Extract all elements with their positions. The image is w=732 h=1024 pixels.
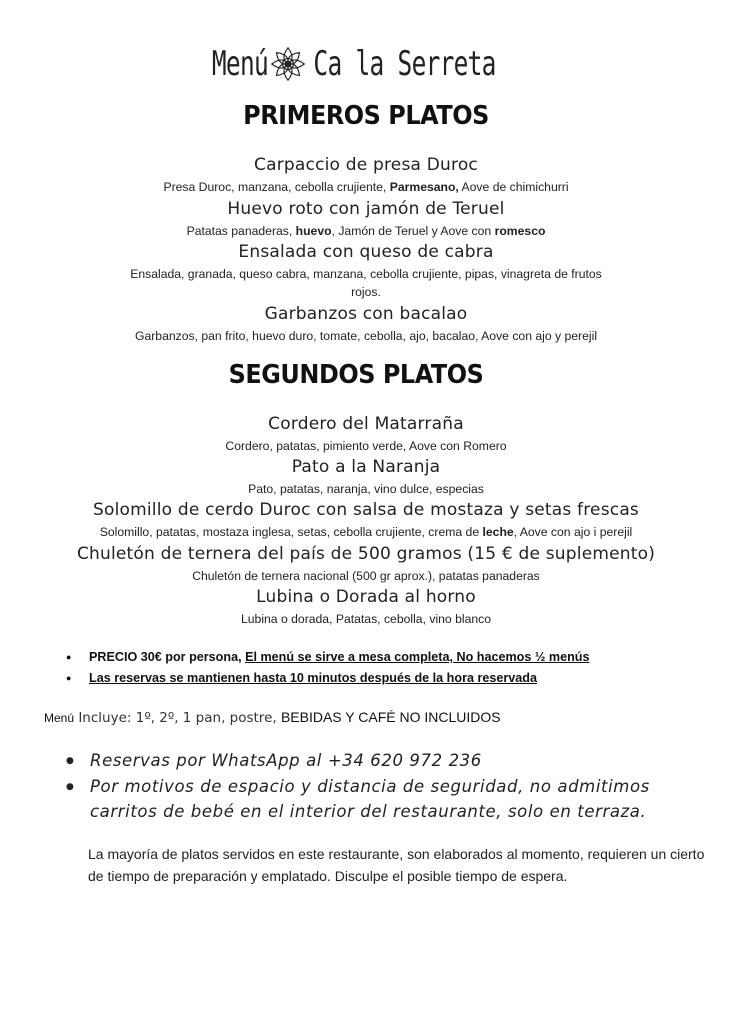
dish-desc: Lubina o dorada, Patatas, cebolla, vino blanco [240, 612, 492, 626]
dish-cordero [0, 414, 732, 455]
dish-desc: Patatas panaderas, huevo, Jamón de Teruel y Aove con romesco [186, 224, 546, 238]
flower-mandala-icon [270, 46, 306, 82]
dish-chuleton [0, 544, 732, 585]
dish-name: Ensalada con queso de cabra [238, 242, 494, 262]
whatsapp-notice: ● Reservas por WhatsApp al +34 620 972 236 [66, 748, 716, 773]
primeros-title: PRIMEROS PLATOS [243, 101, 489, 131]
dish-desc: Solomillo, patatas, mostaza inglesa, setas, cebolla crujiente, crema de leche, Aove con ajo i perejil [99, 525, 633, 539]
menu-incluye: Menú Incluye: 1º, 2º, 1 pan, postre, BEBIDAS Y CAFÉ NO INCLUIDOS [44, 709, 501, 726]
dish-name: Carpaccio de presa Duroc [254, 155, 478, 175]
dish-name: Huevo roto con jamón de Teruel [227, 199, 505, 219]
dish-desc: Cordero, patatas, pimiento verde, Aove con Romero [225, 439, 507, 453]
dish-name: Garbanzos con bacalao [264, 304, 468, 324]
dish-desc: Chuletón de ternera nacional (500 gr aprox.), patatas panaderas [192, 569, 540, 583]
menu-title: Menú [211, 44, 268, 84]
dish-pato [0, 457, 732, 498]
restaurant-name: Ca la Serreta [313, 44, 497, 84]
dish-desc: Ensalada, granada, queso cabra, manzana, cebolla crujiente, pipas, vinagreta de frutos rojos. [130, 267, 602, 299]
dish-lubina [0, 587, 732, 628]
carritos-notice: ● Por motivos de espacio y distancia de seguridad, no admitimos carritos de bebé en el interior del restaurante, solo en terraza. [66, 774, 716, 824]
dish-garbanzos [0, 304, 732, 345]
dish-desc: Garbanzos, pan frito, huevo duro, tomate, cebolla, ajo, bacalao, Aove con ajo y perejil [134, 329, 598, 343]
notices-list [66, 748, 716, 824]
dish-solomillo [0, 500, 732, 541]
reservas-item: ● Las reservas se mantienen hasta 10 minutos después de la hora reservada [66, 669, 706, 690]
dish-ensalada [0, 242, 732, 301]
precio-item: ● PRECIO 30€ por persona, El menú se sirve a mesa completa, No hacemos ½ menús [66, 648, 706, 669]
dish-name: Lubina o Dorada al horno [256, 587, 476, 607]
preparation-note: La mayoría de platos servidos en este restaurante, son elaborados al momento, requieren un cierto de tiempo de preparación y emplatado. Disculpe el posible tiempo de espera. [88, 846, 705, 884]
dish-huevo-roto [0, 199, 732, 240]
info-list [66, 648, 706, 690]
dish-name: Solomillo de cerdo Duroc con salsa de mostaza y setas frescas [93, 500, 639, 520]
dish-name: Pato a la Naranja [291, 457, 441, 477]
dish-desc: Pato, patatas, naranja, vino dulce, especias [248, 482, 484, 496]
dish-desc: Presa Duroc, manzana, cebolla crujiente, Parmesano, Aove de chimichurri [163, 180, 569, 194]
dish-name: Cordero del Matarraña [268, 414, 464, 434]
segundos-title: SEGUNDOS PLATOS [228, 360, 484, 390]
dish-name: Chuletón de ternera del país de 500 gramos (15 € de suplemento) [76, 544, 656, 564]
dish-carpaccio [0, 155, 732, 196]
menu-header [0, 44, 732, 84]
